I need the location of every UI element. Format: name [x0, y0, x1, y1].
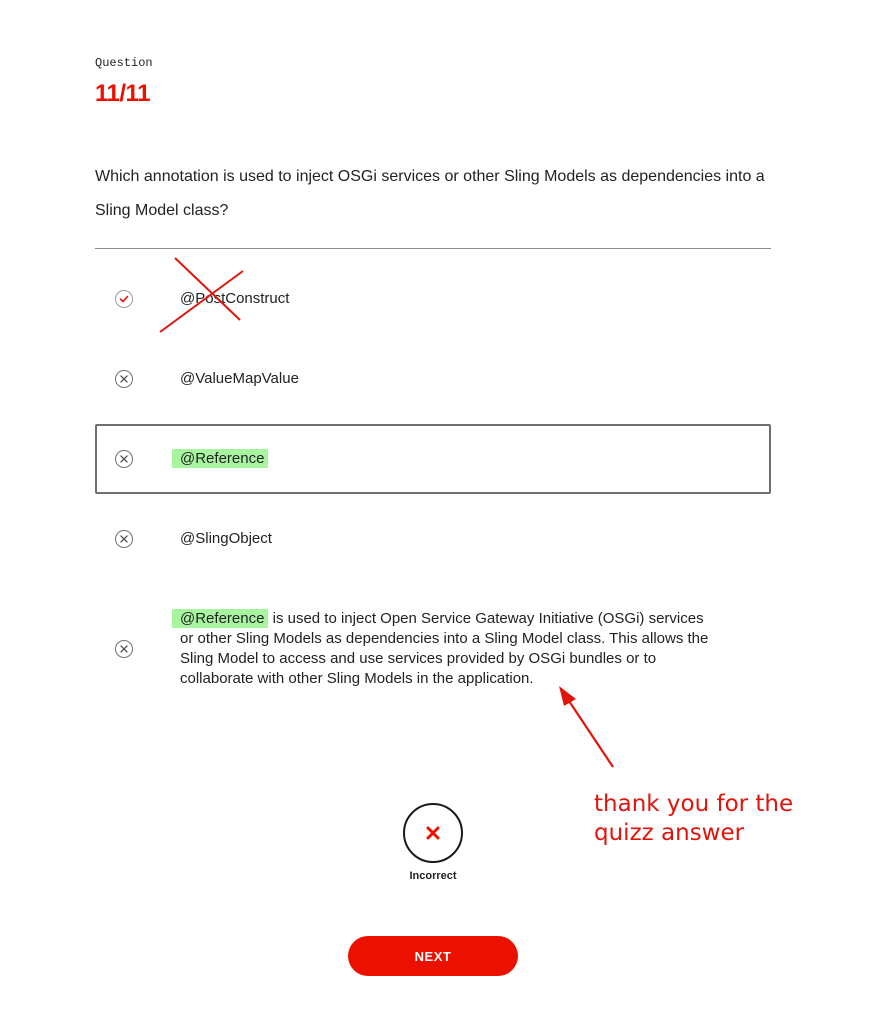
x-circle-icon [115, 640, 133, 658]
option-label [180, 609, 720, 689]
strike-x-annotation [158, 256, 248, 336]
question-text: Which annotation is used to inject OSGi services or other Sling Models as dependencies into a Sling Model class? [95, 168, 765, 219]
option-label: @ValueMapValue [180, 370, 299, 387]
annotation-line-2: quizz answer [594, 820, 745, 846]
check-circle-icon [115, 290, 133, 308]
question-label: Question [95, 56, 153, 70]
annotation-text [594, 790, 834, 848]
option-label: @PostConstruct [180, 290, 290, 307]
x-circle-icon [115, 530, 133, 548]
option-label [180, 450, 268, 467]
question-number: 11/11 [95, 80, 150, 107]
highlight: @Reference [172, 609, 268, 628]
option-explanation[interactable] [95, 600, 771, 700]
highlight: @Reference [172, 449, 268, 468]
x-icon [425, 825, 441, 841]
option-label: @SlingObject [180, 530, 272, 547]
arrow-annotation [555, 685, 625, 775]
next-button[interactable]: NEXT [348, 936, 518, 976]
annotation-line-1: thank you for the [594, 791, 794, 817]
x-circle-icon [115, 450, 133, 468]
result-icon [403, 803, 463, 863]
option-slingobject[interactable] [95, 500, 771, 580]
option-valuemapvalue[interactable] [95, 349, 771, 425]
x-circle-icon [115, 370, 133, 388]
result-label: Incorrect [409, 870, 457, 882]
option-reference[interactable] [95, 424, 771, 494]
option-explanation-text: is used to inject Open Service Gateway Initiative (OSGi) services or other Sling Models as dependencies into a Sling Model class. This allows the Sling Model to access and use services provided by OSGi bundles or to collaborate with other Sling Models in the application. [180, 610, 709, 687]
